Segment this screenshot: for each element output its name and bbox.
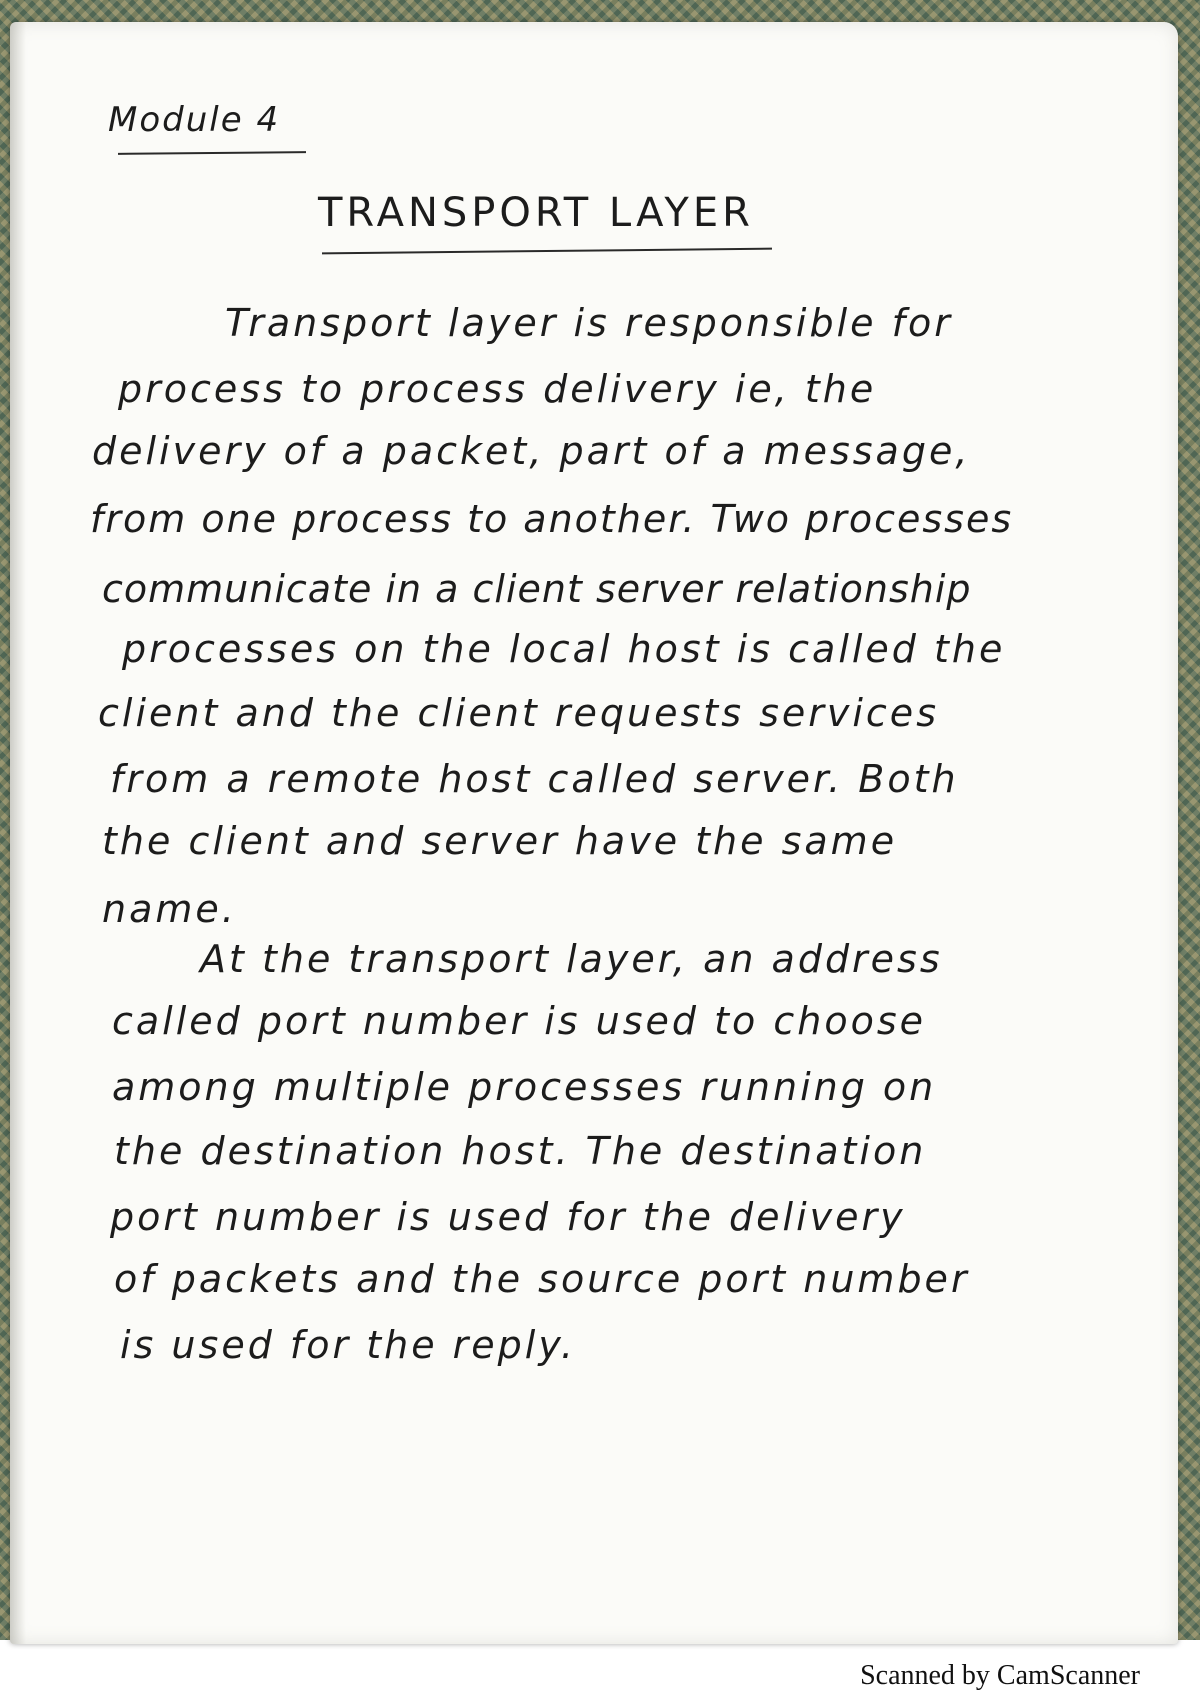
- paragraph-2-line: called port number is used to choose: [112, 999, 927, 1043]
- paragraph-1-line: from one process to another. Two processes: [90, 497, 1014, 541]
- paragraph-2-line: among multiple processes running on: [112, 1065, 937, 1109]
- module-label: Module 4: [108, 100, 281, 140]
- page-title: TRANSPORT LAYER: [318, 190, 754, 236]
- page-spine: [10, 22, 26, 1644]
- paragraph-1-line: the client and server have the same: [102, 819, 898, 863]
- paragraph-1-line: Transport layer is responsible for: [225, 301, 953, 345]
- paragraph-1-line: process to process delivery ie, the: [118, 367, 877, 411]
- title-underline: [322, 248, 772, 255]
- paragraph-1-line: name.: [102, 887, 237, 931]
- paragraph-1-line: delivery of a packet, part of a message,: [92, 429, 971, 473]
- paragraph-2-line: At the transport layer, an address: [200, 937, 943, 981]
- paragraph-1-line: client and the client requests services: [98, 691, 939, 735]
- scanner-watermark: Scanned by CamScanner: [860, 1660, 1140, 1691]
- paragraph-1-line: communicate in a client server relationship: [102, 567, 972, 611]
- paragraph-1-line: from a remote host called server. Both: [110, 757, 959, 801]
- notebook-page: [10, 22, 1178, 1644]
- paragraph-2-line: of packets and the source port number: [114, 1257, 970, 1301]
- module-underline: [118, 151, 306, 155]
- paragraph-2-line: is used for the reply.: [120, 1323, 576, 1367]
- paragraph-2-line: the destination host. The destination: [114, 1129, 927, 1173]
- paragraph-1-line: processes on the local host is called the: [122, 627, 1006, 671]
- paragraph-2-line: port number is used for the delivery: [110, 1195, 906, 1239]
- scanner-footer: [0, 1650, 1200, 1698]
